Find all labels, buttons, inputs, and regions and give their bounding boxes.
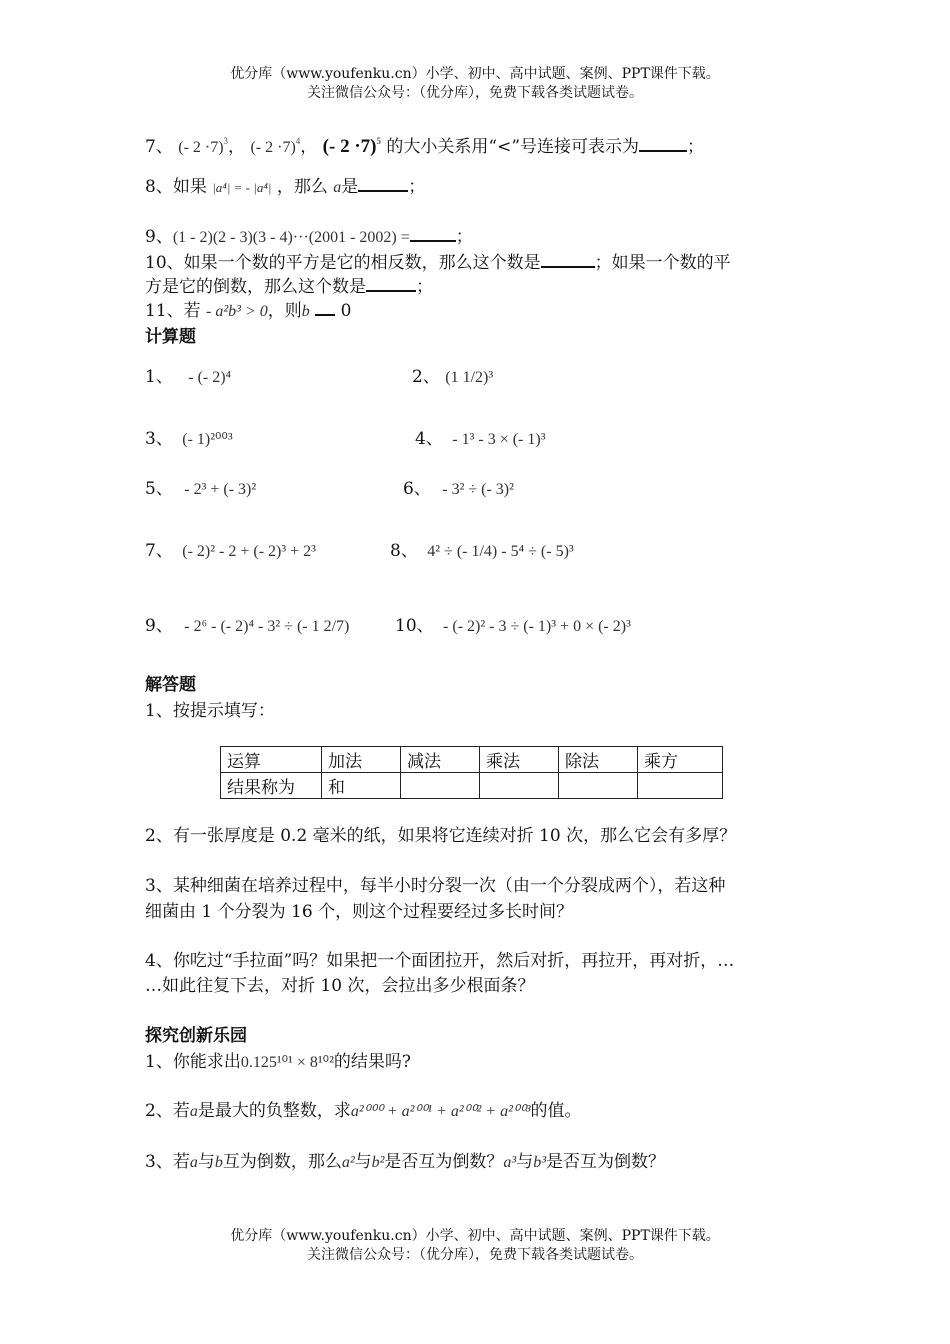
question-number: 9、 <box>145 227 173 247</box>
section-title-answer: 解答题 <box>145 675 196 695</box>
answer-blank[interactable] <box>358 176 408 192</box>
operations-table <box>220 746 723 799</box>
math-expr: - (- 2)² - 3 ÷ (- 1)³ + 0 × (- 2)³ <box>443 618 631 635</box>
section-title-explore: 探究创新乐园 <box>145 1026 247 1046</box>
math-expr: - 2⁶ - (- 2)⁴ - 3² ÷ (- 1 2/7) <box>184 618 350 635</box>
table-header-cell: 除法 <box>559 747 638 773</box>
table-header-cell: 加法 <box>322 747 401 773</box>
explore-question-3: 3、若a与b互为倒数，那么a²与b²是否互为倒数？a³与b³是否互为倒数？ <box>145 1152 666 1172</box>
question-text: 的大小关系用“<”号连接可表示为 <box>386 137 640 157</box>
math-var: a <box>333 179 342 196</box>
footer-line-2: 关注微信公众号：（优分库），免费下载各类试题试卷。 <box>307 1247 643 1263</box>
question-8: 8、如果 |a⁴| = - |a⁴| ，那么 a是 ； <box>145 177 426 197</box>
table-cell[interactable] <box>401 773 480 799</box>
answer-question-3-line-1: 3、某种细菌在培养过程中，每半小时分裂一次（由一个分裂成两个），若这种 <box>145 876 726 896</box>
calc-item-3: 3、 (- 1)²⁰⁰³ <box>145 429 233 449</box>
math-var: b <box>214 1154 223 1171</box>
question-text: ，那么 <box>276 177 328 197</box>
math-expr: a²⁰⁰⁰ + a²⁰⁰¹ + a²⁰⁰² + a²⁰⁰³ <box>350 1103 531 1120</box>
math-expr: (- 2 ·7)$^3$ <box>178 136 229 156</box>
calc-item-9: 9、 - 2⁶ - (- 2)⁴ - 3² ÷ (- 1 2/7) <box>145 616 350 636</box>
explore-question-2: 2、若a是最大的负整数，求a²⁰⁰⁰ + a²⁰⁰¹ + a²⁰⁰² + a²⁰⁰³的值。 <box>145 1101 582 1121</box>
math-expr: (1 - 2)(2 - 3)(3 - 4)···(2001 - 2002) = <box>172 229 410 246</box>
calc-item-7: 7、 (- 2)² - 2 + (- 2)³ + 2³ <box>145 541 316 561</box>
table-row <box>221 747 723 773</box>
math-expr: 0.125¹⁰¹ × 8¹⁰² <box>240 1054 334 1071</box>
table-header-cell: 减法 <box>401 747 480 773</box>
calc-item-10: 10、 - (- 2)² - 3 ÷ (- 1)³ + 0 × (- 2)³ <box>395 616 631 636</box>
table-cell[interactable] <box>480 773 559 799</box>
table-cell: 和 <box>322 773 401 799</box>
math-expr: - 3² ÷ (- 3)² <box>442 481 514 498</box>
calc-item-8: 8、 4² ÷ (- 1/4) - 5⁴ ÷ (- 5)³ <box>390 541 574 561</box>
question-number: 7、 <box>145 137 173 157</box>
answer-question-3-line-2: 细菌由 1 个分裂为 16 个，则这个过程要经过多长时间？ <box>145 902 574 922</box>
math-expr: 4² ÷ (- 1/4) - 5⁴ ÷ (- 5)³ <box>427 543 574 560</box>
answer-blank[interactable] <box>541 252 595 268</box>
table-cell: 结果称为 <box>221 773 322 799</box>
math-expr: (- 2 ·7)$^4$ <box>250 136 301 156</box>
table-cell[interactable] <box>638 773 723 799</box>
footer-line-1: 优分库（www.youfenku.cn）小学、初中、高中试题、案例、PPT课件下载。 <box>230 1228 720 1244</box>
answer-blank[interactable] <box>315 300 335 316</box>
math-expr: a³ <box>503 1154 517 1171</box>
answer-question-4-line-1: 4、你吃过“手拉面”吗？如果把一个面团拉开，然后对折，再拉开，再对折，… <box>145 951 735 971</box>
question-10-line-1: 10、如果一个数的平方是它的相反数，那么这个数是 ；如果一个数的平 <box>145 253 731 273</box>
header-line-1: 优分库（www.youfenku.cn）小学、初中、高中试题、案例、PPT课件下载。 <box>230 66 720 82</box>
answer-question-2: 2、有一张厚度是 0.2 毫米的纸，如果将它连续对折 10 次，那么它会有多厚？ <box>145 826 737 846</box>
calc-item-2: 2、 (1 1/2)³ <box>412 367 494 387</box>
calc-item-5: 5、 - 2³ + (- 3)² <box>145 479 257 499</box>
answer-blank[interactable] <box>410 226 456 242</box>
math-expr: - 2³ + (- 3)² <box>184 481 257 498</box>
explore-question-1: 1、你能求出0.125¹⁰¹ × 8¹⁰²的结果吗? <box>145 1052 411 1072</box>
math-expr: a² <box>341 1154 355 1171</box>
question-7: 7、 (- 2 ·7)$^3$， (- 2 ·7)$^4$， (- 2 ·7)$^5$ 的大小关系用“<”号连接可表示为 ； <box>145 136 705 157</box>
math-expr: - 1³ - 3 × (- 1)³ <box>452 431 546 448</box>
calc-item-1: 1、 - (- 2)⁴ <box>145 367 232 387</box>
math-expr: b² <box>371 1154 385 1171</box>
question-text: 8、如果 <box>145 177 207 197</box>
table-header-cell: 乘法 <box>480 747 559 773</box>
math-var: a <box>189 1154 198 1171</box>
table-header-cell: 乘方 <box>638 747 723 773</box>
calc-item-4: 4、 - 1³ - 3 × (- 1)³ <box>415 429 546 449</box>
table-cell[interactable] <box>559 773 638 799</box>
math-expr: - a²b³ > 0 <box>206 303 268 320</box>
question-9: 9、(1 - 2)(2 - 3)(3 - 4)···(2001 - 2002) = ； <box>145 227 473 247</box>
math-expr: - (- 2)⁴ <box>188 369 232 386</box>
math-expr: (1 1/2)³ <box>445 369 494 386</box>
math-var: a <box>189 1103 198 1120</box>
math-var: b <box>301 303 310 320</box>
answer-question-4-line-2: …如此往复下去，对折 10 次，会拉出多少根面条？ <box>145 976 535 996</box>
answer-question-1: 1、按提示填写： <box>145 701 275 721</box>
question-11: 11、若 - a²b³ > 0，则b 0 <box>145 301 352 321</box>
math-expr: (- 1)²⁰⁰³ <box>182 431 233 448</box>
header-line-2: 关注微信公众号：（优分库），免费下载各类试题试卷。 <box>307 85 643 101</box>
math-expr: b³ <box>533 1154 547 1171</box>
calc-item-6: 6、 - 3² ÷ (- 3)² <box>403 479 514 499</box>
table-row <box>221 773 723 799</box>
math-expr: |a⁴| = - |a⁴| <box>212 180 272 195</box>
table-header-cell: 运算 <box>221 747 322 773</box>
math-expr: (- 2 ·7)$^5$ <box>322 136 381 157</box>
answer-blank[interactable] <box>366 276 416 292</box>
question-10-line-2: 方是它的倒数，那么这个数是 ； <box>145 277 433 297</box>
answer-blank[interactable] <box>639 136 687 152</box>
section-title-calc: 计算题 <box>145 327 196 347</box>
math-expr: (- 2)² - 2 + (- 2)³ + 2³ <box>182 543 316 560</box>
